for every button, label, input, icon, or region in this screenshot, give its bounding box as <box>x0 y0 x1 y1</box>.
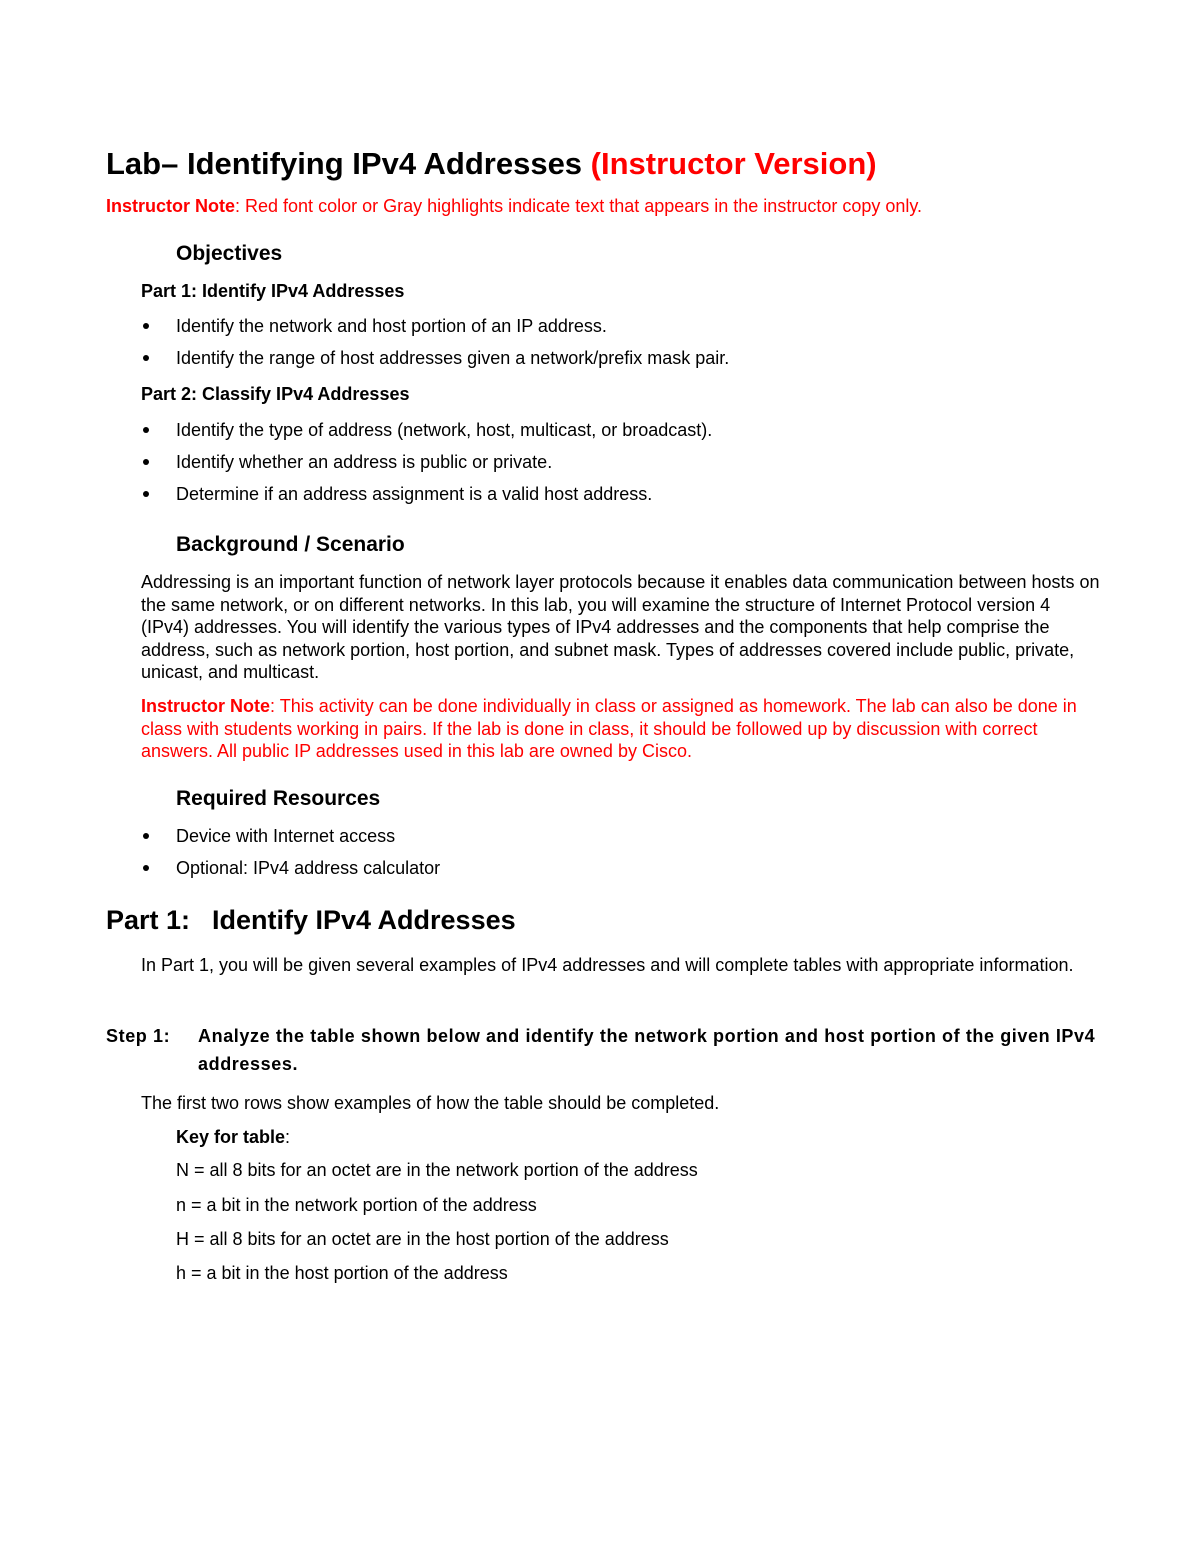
bullet-icon <box>143 355 149 361</box>
part1-objective-list <box>141 315 729 379</box>
list-item <box>141 825 440 857</box>
key-item: h = a bit in the host portion of the address <box>176 1263 508 1283</box>
key-heading <box>176 1127 290 1148</box>
objectives-heading: Objectives <box>176 242 283 265</box>
part1-title: Identify IPv4 Addresses <box>212 905 516 935</box>
part2-objective-list <box>141 419 712 515</box>
step1-text: Analyze the table shown below and identify the network portion and host portion of the given IPv4 addresses. <box>198 1026 1096 1074</box>
list-item-text: Identify the network and host portion of an IP address. <box>176 316 607 336</box>
step1-intro: The first two rows show examples of how the table should be completed. <box>141 1093 720 1113</box>
instructor-note-label: Instructor Note <box>141 696 271 716</box>
list-item <box>141 315 729 347</box>
instructor-note-label: Instructor Note <box>106 196 236 216</box>
list-item <box>141 483 712 515</box>
bullet-icon <box>143 865 149 871</box>
background-paragraph: Addressing is an important function of network layer protocols because it enables data communication between hosts on the same network, or on different networks. In this lab, you will examine the structure of Internet Protocol version 4 (IPv4) addresses. You will identify the various types of IPv4 addresses and the components that help comprise the address, such as network portion, host portion, and subnet mask. Types of addresses covered include public, private, unicast, and multicast. <box>141 572 1100 682</box>
step1-label: Step 1: <box>106 1026 171 1046</box>
title-instructor-version: (Instructor Version) <box>590 146 877 181</box>
instructor-note-1 <box>106 196 922 217</box>
required-resources-heading: Required Resources <box>176 787 381 810</box>
part1-intro: In Part 1, you will be given several examples of IPv4 addresses and will complete tables with appropriate information. <box>141 955 1074 975</box>
bullet-icon <box>143 459 149 465</box>
resources-list <box>141 825 440 889</box>
bullet-icon <box>143 833 149 839</box>
list-item-text: Determine if an address assignment is a valid host address. <box>176 484 653 504</box>
part1-number: Part 1: <box>106 905 191 935</box>
list-item-text: Identify the type of address (network, host, multicast, or broadcast). <box>176 420 713 440</box>
instructor-note-2 <box>141 695 1101 763</box>
bullet-icon <box>143 491 149 497</box>
list-item-text: Identify the range of host addresses given a network/prefix mask pair. <box>176 348 730 368</box>
list-item <box>141 451 712 483</box>
list-item <box>141 857 440 889</box>
key-item: n = a bit in the network portion of the address <box>176 1195 537 1215</box>
instructor-note-text: : Red font color or Gray highlights indicate text that appears in the instructor copy only. <box>235 196 923 216</box>
key-item: H = all 8 bits for an octet are in the host portion of the address <box>176 1229 669 1249</box>
title-main: Lab– Identifying IPv4 Addresses <box>106 146 591 181</box>
bullet-icon <box>143 323 149 329</box>
background-heading: Background / Scenario <box>176 533 405 556</box>
list-item <box>141 347 729 379</box>
key-label: Key for table <box>176 1127 286 1147</box>
list-item-text: Optional: IPv4 address calculator <box>176 858 441 878</box>
part1-heading <box>106 905 516 936</box>
document-title <box>106 146 877 182</box>
part1-objective-heading: Part 1: Identify IPv4 Addresses <box>141 281 405 301</box>
list-item-text: Identify whether an address is public or private. <box>176 452 553 472</box>
instructor-note-text: : This activity can be done individually in class or assigned as homework. The lab can also be done in class with students working in pairs. If the lab is done in class, it should be followed up by discussion with correct answers. All public IP addresses used in this lab are owned by Cisco. <box>141 696 1077 761</box>
list-item <box>141 419 712 451</box>
key-colon: : <box>285 1127 291 1147</box>
key-item: N = all 8 bits for an octet are in the network portion of the address <box>176 1160 698 1180</box>
list-item-text: Device with Internet access <box>176 826 396 846</box>
bullet-icon <box>143 427 149 433</box>
part2-objective-heading: Part 2: Classify IPv4 Addresses <box>141 384 410 404</box>
